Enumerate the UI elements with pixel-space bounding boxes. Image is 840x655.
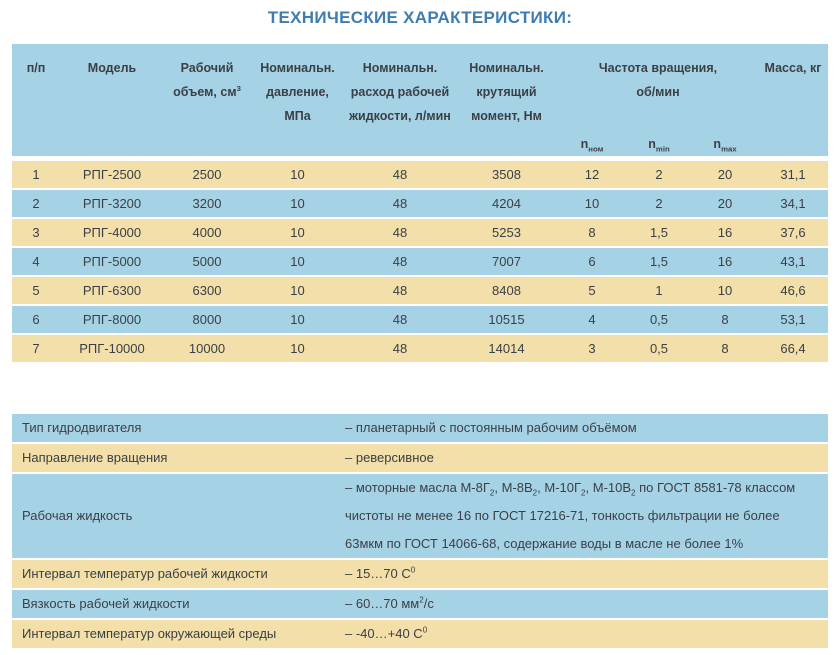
header-speed-group: Частота вращения, об/мин — [598, 61, 718, 99]
page — [0, 8, 840, 655]
cell-torque: 10515 — [488, 312, 525, 327]
cell-pressure: 10 — [290, 167, 305, 182]
table-row — [12, 248, 828, 275]
cell-volume: 10000 — [188, 341, 226, 356]
cell-flow: 48 — [392, 225, 408, 240]
cell-torque: 7007 — [492, 254, 521, 269]
cell-n-max: 16 — [717, 254, 733, 269]
cell-model: РПГ-6300 — [82, 283, 142, 298]
cell-volume: 2500 — [192, 167, 222, 182]
cell-n-min: 0,5 — [649, 341, 669, 356]
header-pressure: Номинальн. давление, МПа — [260, 61, 335, 123]
cell-n-nom: 10 — [584, 196, 600, 211]
cell-pressure: 10 — [290, 254, 305, 269]
cell-torque: 3508 — [492, 167, 521, 182]
cell-n-max: 16 — [717, 225, 733, 240]
cell-volume: 6300 — [192, 283, 222, 298]
cell-n-max: 20 — [717, 196, 733, 211]
property-label: Интервал температур рабочей жидкости — [22, 566, 268, 581]
table-row — [12, 306, 828, 333]
header-volume: Рабочий объем, $см^3$ — [173, 61, 241, 99]
cell-mass: 46,6 — [780, 283, 806, 298]
property-value: – -40…+40 $С^0$ — [345, 625, 428, 641]
cell-flow: 48 — [392, 341, 408, 356]
cell-volume: 8000 — [192, 312, 222, 327]
cell-n-nom: 6 — [588, 254, 596, 269]
property-label: Направление вращения — [22, 450, 168, 465]
cell-volume: 4000 — [192, 225, 222, 240]
cell-pressure: 10 — [290, 196, 305, 211]
header-n-nom: $n_{ном}$ — [580, 137, 604, 154]
cell-torque: 14014 — [488, 341, 525, 356]
table-row — [12, 161, 828, 188]
properties-table — [12, 414, 828, 648]
header-torque: Номинальн. крутящий момент, Нм — [469, 61, 544, 123]
cell-num: 4 — [32, 254, 40, 269]
table-row — [12, 335, 828, 362]
cell-flow: 48 — [392, 254, 408, 269]
cell-flow: 48 — [392, 167, 408, 182]
cell-mass: 31,1 — [780, 167, 806, 182]
cell-n-max: 8 — [721, 312, 729, 327]
table-row — [12, 190, 828, 217]
cell-torque: 4204 — [492, 196, 521, 211]
cell-n-nom: 3 — [588, 341, 596, 356]
header-mass: Масса, кг — [764, 61, 822, 75]
cell-model: РПГ-8000 — [82, 312, 142, 327]
property-value: – 60…70 $мм^2/с$ — [345, 595, 434, 611]
spec-table-body — [12, 161, 828, 362]
page-title: ТЕХНИЧЕСКИЕ ХАРАКТЕРИСТИКИ: — [267, 8, 573, 27]
property-label: Интервал температур окружающей среды — [22, 626, 277, 641]
header-flow: Номинальн. расход рабочей жидкости, л/мин — [349, 61, 451, 123]
cell-mass: 53,1 — [780, 312, 806, 327]
property-label: Тип гидродвигателя — [22, 420, 142, 435]
property-row — [12, 444, 828, 472]
cell-n-min: 0,5 — [649, 312, 669, 327]
cell-flow: 48 — [392, 312, 408, 327]
cell-num: 6 — [32, 312, 40, 327]
property-label: Вязкость рабочей жидкости — [22, 596, 190, 611]
cell-pressure: 10 — [290, 283, 305, 298]
cell-n-nom: 5 — [588, 283, 596, 298]
cell-model: РПГ-4000 — [82, 225, 142, 240]
header-num: п/п — [26, 61, 46, 75]
table-row — [12, 277, 828, 304]
cell-volume: 3200 — [192, 196, 222, 211]
cell-model: РПГ-2500 — [82, 167, 142, 182]
header-model: Модель — [87, 61, 137, 75]
property-value: – планетарный с постоянным рабочим объёмом — [345, 420, 637, 435]
cell-n-min: 2 — [655, 167, 663, 182]
cell-volume: 5000 — [192, 254, 222, 269]
property-row — [12, 590, 828, 618]
cell-n-nom: 4 — [588, 312, 596, 327]
cell-mass: 43,1 — [780, 254, 806, 269]
cell-torque: 8408 — [492, 283, 521, 298]
cell-num: 2 — [32, 196, 40, 211]
cell-flow: 48 — [392, 196, 408, 211]
cell-mass: 37,6 — [780, 225, 806, 240]
cell-mass: 34,1 — [780, 196, 806, 211]
cell-n-max: 10 — [717, 283, 733, 298]
cell-num: 3 — [32, 225, 40, 240]
cell-num: 5 — [32, 283, 40, 298]
cell-num: 7 — [32, 341, 40, 356]
table-row — [12, 219, 828, 246]
header-n-min: $n_{min}$ — [648, 137, 670, 154]
cell-n-max: 8 — [721, 341, 729, 356]
cell-n-min: 1 — [655, 283, 663, 298]
cell-flow: 48 — [392, 283, 408, 298]
cell-pressure: 10 — [290, 341, 305, 356]
property-value: – 15…70 $С^0$ — [345, 565, 416, 581]
cell-model: РПГ-10000 — [79, 341, 145, 356]
property-label: Рабочая жидкость — [22, 508, 133, 523]
property-row — [12, 620, 828, 648]
cell-mass: 66,4 — [780, 341, 806, 356]
property-row — [12, 474, 828, 558]
cell-n-min: 1,5 — [649, 254, 669, 269]
spec-table-header — [12, 44, 828, 156]
cell-n-min: 1,5 — [649, 225, 669, 240]
cell-num: 1 — [32, 167, 40, 182]
cell-pressure: 10 — [290, 225, 305, 240]
cell-n-max: 20 — [717, 167, 733, 182]
cell-n-nom: 8 — [588, 225, 596, 240]
cell-model: РПГ-5000 — [82, 254, 142, 269]
property-value: – моторные масла $М-8Г_2$, $М-8В_2$, $М-10Г_2$, $М-10В_2$ по ГОСТ 8581-78 классом чистоты не менее 16 по ГОСТ 17216-71, тонкость фильтрации не более 63мкм по ГОСТ 14066-68, содержание воды в масле не более 1% — [345, 480, 796, 551]
property-value: – реверсивное — [345, 450, 434, 465]
cell-n-nom: 12 — [584, 167, 600, 182]
cell-model: РПГ-3200 — [82, 196, 142, 211]
spec-table — [12, 44, 828, 362]
cell-n-min: 2 — [655, 196, 663, 211]
header-n-max: $n_{max}$ — [713, 137, 737, 154]
property-row — [12, 414, 828, 442]
cell-torque: 5253 — [492, 225, 521, 240]
property-row — [12, 560, 828, 588]
cell-pressure: 10 — [290, 312, 305, 327]
